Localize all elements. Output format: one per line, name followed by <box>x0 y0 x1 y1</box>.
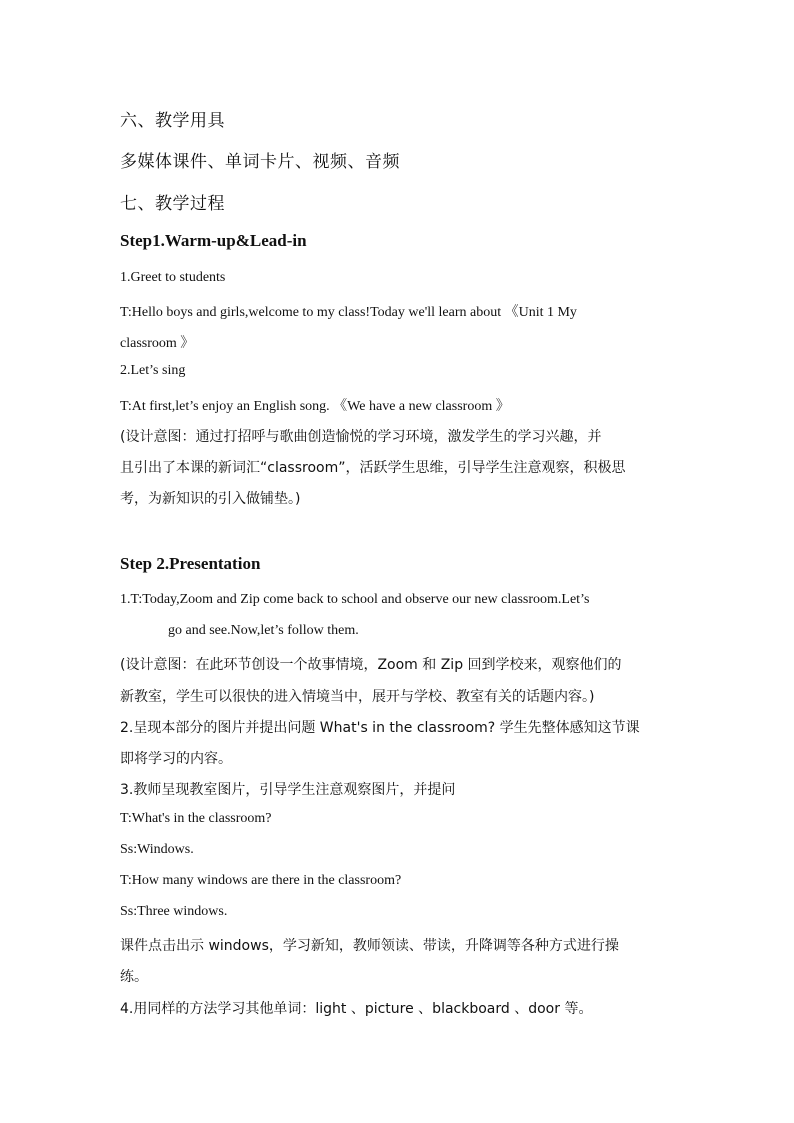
step2-line: 4.用同样的方法学习其他单词：light 、picture 、blackboard 、door 等。 <box>120 1001 593 1017</box>
step2-line: 3.教师呈现教室图片，引导学生注意观察图片，并提问 <box>120 782 456 798</box>
step1-line: T:At first,let’s enjoy an English song. 《We have a new classroom 》 <box>120 399 510 414</box>
step2-design-note: 新教室，学生可以很快的进入情境当中，展开与学校、教室有关的话题内容。) <box>120 689 595 705</box>
step2-line: 1.T:Today,Zoom and Zip come back to school and observe our new classroom.Let’s <box>120 592 590 607</box>
step2-line: 2.呈现本部分的图片并提出问题 What's in the classroom? 学生先整体感知这节课 <box>120 720 640 736</box>
step1-line: classroom 》 <box>120 336 195 351</box>
section7-heading: 七、教学过程 <box>120 194 225 214</box>
step2-design-note: (设计意图：在此环节创设一个故事情境，Zoom 和 Zip 回到学校来，观察他们的 <box>120 657 622 673</box>
step1-design-note: 考，为新知识的引入做铺垫。) <box>120 491 301 507</box>
step2-dialogue: T:What's in the classroom? <box>120 811 272 826</box>
step2-dialogue: T:How many windows are there in the classroom? <box>120 873 402 888</box>
step1-line: 1.Greet to students <box>120 270 226 285</box>
step2-line: 即将学习的内容。 <box>120 751 232 767</box>
section6-heading: 六、教学用具 <box>120 111 225 131</box>
step1-title: Step1.Warm-up&Lead-in <box>120 231 307 250</box>
step1-design-note: 且引出了本课的新词汇“classroom”，活跃学生思维，引导学生注意观察，积极思 <box>120 460 626 476</box>
step1-line: T:Hello boys and girls,welcome to my class!Today we'll learn about 《Unit 1 My <box>120 305 577 320</box>
step2-dialogue: Ss:Windows. <box>120 842 194 857</box>
step2-dialogue: Ss:Three windows. <box>120 904 228 919</box>
step2-line: go and see.Now,let’s follow them. <box>168 623 359 638</box>
step2-title: Step 2.Presentation <box>120 554 261 573</box>
step1-line: 2.Let’s sing <box>120 363 186 378</box>
step2-line: 练。 <box>120 969 148 985</box>
section6-content: 多媒体课件、单词卡片、视频、音频 <box>120 152 400 172</box>
step1-design-note: (设计意图：通过打招呼与歌曲创造愉悦的学习环境，激发学生的学习兴趣，并 <box>120 429 602 445</box>
step2-line: 课件点击出示 windows，学习新知，教师领读、带读，升降调等各种方式进行操 <box>120 938 619 954</box>
